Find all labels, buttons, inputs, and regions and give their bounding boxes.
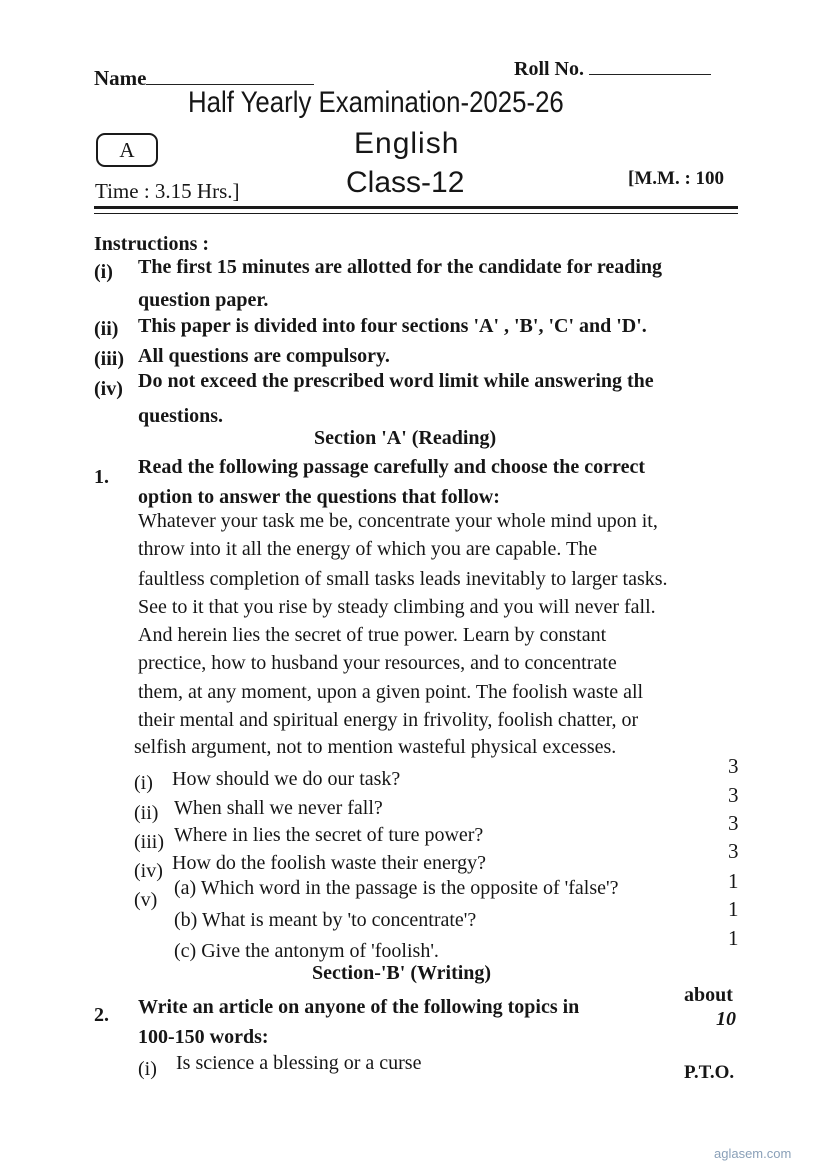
passage-line: faultless completion of small tasks leads inevitably to larger tasks. bbox=[138, 568, 668, 590]
subquestion-marks: 1 bbox=[728, 926, 739, 950]
subquestion-number: (iv) bbox=[134, 860, 163, 882]
subquestion-number: (i) bbox=[134, 772, 153, 794]
roll-label: Roll No. bbox=[514, 58, 584, 80]
subquestion-text: When shall we never fall? bbox=[174, 797, 383, 819]
question-1-text-cont: option to answer the questions that follow: bbox=[138, 486, 500, 508]
roll-number-field bbox=[514, 58, 711, 81]
header-rule-thin bbox=[94, 213, 738, 214]
passage-line: Whatever your task me be, concentrate your whole mind upon it, bbox=[138, 510, 658, 532]
passage-line: And herein lies the secret of true power. Learn by constant bbox=[138, 624, 607, 646]
subquestion-marks: 3 bbox=[728, 839, 739, 863]
instruction-4-text-cont: questions. bbox=[138, 405, 224, 427]
name-blank bbox=[146, 66, 314, 85]
pto-label: P.T.O. bbox=[684, 1062, 735, 1083]
subquestion-number: (iii) bbox=[134, 831, 164, 853]
instruction-1-text: The first 15 minutes are allotted for the candidate for reading bbox=[138, 256, 663, 278]
subquestion-text: How should we do our task? bbox=[172, 768, 401, 790]
set-code-badge: A bbox=[96, 133, 158, 167]
question-2-text-cont: 100-150 words: bbox=[138, 1026, 269, 1048]
section-a-heading: Section 'A' (Reading) bbox=[314, 427, 497, 449]
instruction-1-text-cont: question paper. bbox=[138, 289, 269, 311]
subquestion-text: How do the foolish waste their energy? bbox=[172, 852, 486, 874]
header-rule-thick bbox=[94, 206, 738, 209]
section-b-heading: Section-'B' (Writing) bbox=[312, 962, 492, 984]
passage-line: throw into it all the energy of which you are capable. The bbox=[138, 538, 598, 560]
subquestion-marks: 1 bbox=[728, 869, 739, 893]
name-label: Name bbox=[94, 66, 147, 90]
time-label: Time : 3.15 Hrs.] bbox=[95, 179, 240, 203]
instruction-3-text: All questions are compulsory. bbox=[138, 345, 390, 367]
subquestion-number: (ii) bbox=[134, 802, 159, 824]
question-2-text: Write an article on anyone of the following topics in bbox=[138, 996, 580, 1018]
subquestion-marks: 1 bbox=[728, 897, 739, 921]
question-2-about: about bbox=[684, 984, 733, 1006]
subquestion-marks: 3 bbox=[728, 811, 739, 835]
subject-title: English bbox=[354, 127, 460, 160]
subquestion-text: Where in lies the secret of ture power? bbox=[174, 824, 484, 846]
roll-blank bbox=[589, 58, 711, 75]
subquestion-number: (v) bbox=[134, 889, 158, 911]
instruction-2-text: This paper is divided into four sections 'A' , 'B', 'C' and 'D'. bbox=[138, 315, 647, 337]
question-2-number: 2. bbox=[94, 1004, 109, 1026]
instruction-3-number: (iii) bbox=[94, 348, 124, 370]
passage-line: them, at any moment, upon a given point. The foolish waste all bbox=[138, 681, 644, 703]
subquestion-marks: 3 bbox=[728, 783, 739, 807]
watermark: aglasem.com bbox=[714, 1146, 792, 1161]
question-1-number: 1. bbox=[94, 466, 109, 488]
instruction-1-number: (i) bbox=[94, 261, 113, 283]
passage-line: selfish argument, not to mention wasteful physical excesses. bbox=[134, 736, 617, 758]
passage-line: prectice, how to husband your resources, and to concentrate bbox=[138, 652, 617, 674]
subquestion-text: (b) What is meant by 'to concentrate'? bbox=[174, 909, 477, 931]
instructions-heading: Instructions : bbox=[94, 233, 210, 255]
subquestion-marks: 3 bbox=[728, 754, 739, 778]
max-marks: [M.M. : 100 bbox=[628, 168, 725, 189]
question-1-text: Read the following passage carefully and choose the correct bbox=[138, 456, 645, 478]
passage-line: their mental and spiritual energy in frivolity, foolish chatter, or bbox=[138, 709, 639, 731]
class-title: Class-12 bbox=[346, 166, 465, 199]
exam-title: Half Yearly Examination-2025-26 bbox=[188, 86, 564, 119]
instruction-4-number: (iv) bbox=[94, 378, 123, 400]
passage-line: See to it that you rise by steady climbing and you will never fall. bbox=[138, 596, 656, 618]
question-2-marks: 10 bbox=[716, 1008, 736, 1030]
topic-text: Is science a blessing or a curse bbox=[176, 1052, 422, 1074]
subquestion-text: (a) Which word in the passage is the opposite of 'false'? bbox=[174, 877, 619, 899]
instruction-2-number: (ii) bbox=[94, 318, 119, 340]
subquestion-text: (c) Give the antonym of 'foolish'. bbox=[174, 940, 439, 962]
instruction-4-text: Do not exceed the prescribed word limit while answering the bbox=[138, 370, 654, 392]
topic-number: (i) bbox=[138, 1058, 157, 1080]
